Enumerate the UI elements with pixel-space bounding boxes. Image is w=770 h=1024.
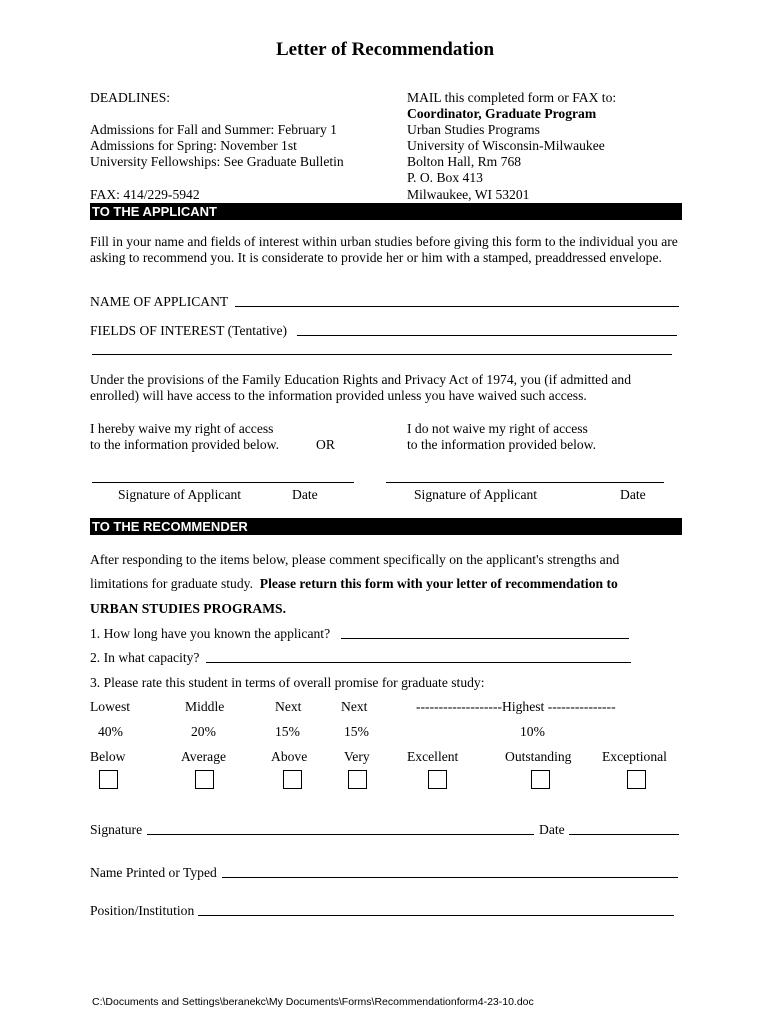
fields-of-interest-field[interactable]: [297, 335, 677, 336]
rating-checkbox-below[interactable]: [99, 770, 118, 789]
mail-address-line: University of Wisconsin-Milwaukee: [407, 138, 605, 153]
mail-address-line: Milwaukee, WI 53201: [407, 187, 530, 202]
waive-statement-line2: to the information provided below.: [90, 437, 280, 452]
rating-percent: 20%: [191, 724, 216, 739]
mail-address-line: Bolton Hall, Rm 768: [407, 154, 522, 169]
applicant-section-header: TO THE APPLICANT: [90, 203, 682, 220]
mail-recipient: Coordinator, Graduate Program: [407, 106, 597, 121]
waive-date-label: Date: [292, 487, 318, 502]
rating-checkbox-average[interactable]: [195, 770, 214, 789]
mail-address-line: Urban Studies Programs: [407, 122, 540, 137]
rating-percent: 40%: [98, 724, 123, 739]
deadline-fellowships: University Fellowships: See Graduate Bulletin: [90, 154, 344, 169]
applicant-instructions: Fill in your name and fields of interest within urban studies before giving this form to the individual you are asking to recommend you. It is considerate to provide her or him with a stamped, preaddressed envelope.: [90, 234, 678, 265]
rating-top-label: Middle: [185, 699, 225, 714]
waive-statement-line1: I hereby waive my right of access: [90, 421, 274, 436]
no-waive-statement-line2: to the information provided below.: [407, 437, 597, 452]
recommender-intro-line2: [90, 576, 618, 592]
mail-address-line: P. O. Box 413: [407, 170, 483, 185]
position-institution-label: Position/Institution: [90, 903, 195, 918]
rating-checkbox-very[interactable]: [348, 770, 367, 789]
or-label: OR: [316, 437, 335, 452]
rating-top-label: Next: [275, 699, 302, 714]
name-of-applicant-label: NAME OF APPLICANT: [90, 294, 229, 309]
position-institution-field[interactable]: [198, 915, 674, 916]
name-printed-label: Name Printed or Typed: [90, 865, 217, 880]
recommender-intro-line1: After responding to the items below, please comment specifically on the applicant's strengths and: [90, 552, 620, 567]
rating-label-above: Above: [271, 749, 308, 764]
rating-label-excellent: Excellent: [407, 749, 459, 764]
recommender-signature-field[interactable]: [147, 834, 534, 835]
name-printed-field[interactable]: [222, 877, 678, 878]
rating-top-label: Lowest: [90, 699, 131, 714]
recommender-intro-regular: limitations for graduate study.: [90, 576, 260, 591]
waive-signature-field[interactable]: [92, 482, 354, 483]
rating-label-very: Very: [344, 749, 370, 764]
recommender-signature-label: Signature: [90, 822, 143, 837]
mail-heading: MAIL this completed form or FAX to:: [407, 90, 617, 105]
fax-number: FAX: 414/229-5942: [90, 187, 200, 202]
rating-percent: 15%: [275, 724, 300, 739]
recommender-date-field[interactable]: [569, 834, 679, 835]
deadlines-heading: DEADLINES:: [90, 90, 171, 105]
page-title: Letter of Recommendation: [275, 39, 495, 60]
footer-file-path: C:\Documents and Settings\beranekc\My Documents\Forms\Recommendationform4-23-10.doc: [92, 996, 534, 1008]
question-1-label: 1. How long have you known the applicant?: [90, 626, 331, 641]
question-2-field[interactable]: [206, 662, 631, 663]
no-waive-signature-field[interactable]: [386, 482, 664, 483]
question-2-label: 2. In what capacity?: [90, 650, 200, 665]
rating-checkbox-above[interactable]: [283, 770, 302, 789]
rating-percent: 10%: [520, 724, 545, 739]
name-of-applicant-field[interactable]: [235, 306, 679, 307]
no-waive-statement-line1: I do not waive my right of access: [407, 421, 588, 436]
waive-signature-label: Signature of Applicant: [118, 487, 242, 502]
fields-of-interest-field-continued[interactable]: [92, 354, 672, 355]
rating-label-exceptional: Exceptional: [602, 749, 667, 764]
deadline-spring: Admissions for Spring: November 1st: [90, 138, 297, 153]
no-waive-date-label: Date: [620, 487, 646, 502]
rating-label-below: Below: [90, 749, 126, 764]
rating-checkbox-exceptional[interactable]: [627, 770, 646, 789]
rating-top-label: Next: [341, 699, 368, 714]
rating-percent: 15%: [344, 724, 369, 739]
rating-label-average: Average: [181, 749, 227, 764]
question-1-field[interactable]: [341, 638, 629, 639]
rating-label-outstanding: Outstanding: [505, 749, 572, 764]
recommender-intro-bold: Please return this form with your letter of recommendation to: [259, 576, 618, 591]
question-3-label: 3. Please rate this student in terms of overall promise for graduate study:: [90, 675, 485, 690]
fields-of-interest-label: FIELDS OF INTEREST (Tentative): [90, 323, 288, 338]
recommender-date-label: Date: [539, 822, 565, 837]
return-to-programs: URBAN STUDIES PROGRAMS.: [90, 601, 287, 616]
ferpa-notice: Under the provisions of the Family Education Rights and Privacy Act of 1974, you (if admitted and enrolled) will have access to the information provided unless you have waived such access.: [90, 372, 632, 403]
no-waive-signature-label: Signature of Applicant: [414, 487, 538, 502]
rating-top-label: -------------------Highest ---------------: [416, 699, 616, 714]
recommender-section-header: TO THE RECOMMENDER: [90, 518, 682, 535]
deadline-fall-summer: Admissions for Fall and Summer: February 1: [90, 122, 337, 137]
rating-checkbox-outstanding[interactable]: [531, 770, 550, 789]
rating-checkbox-excellent[interactable]: [428, 770, 447, 789]
